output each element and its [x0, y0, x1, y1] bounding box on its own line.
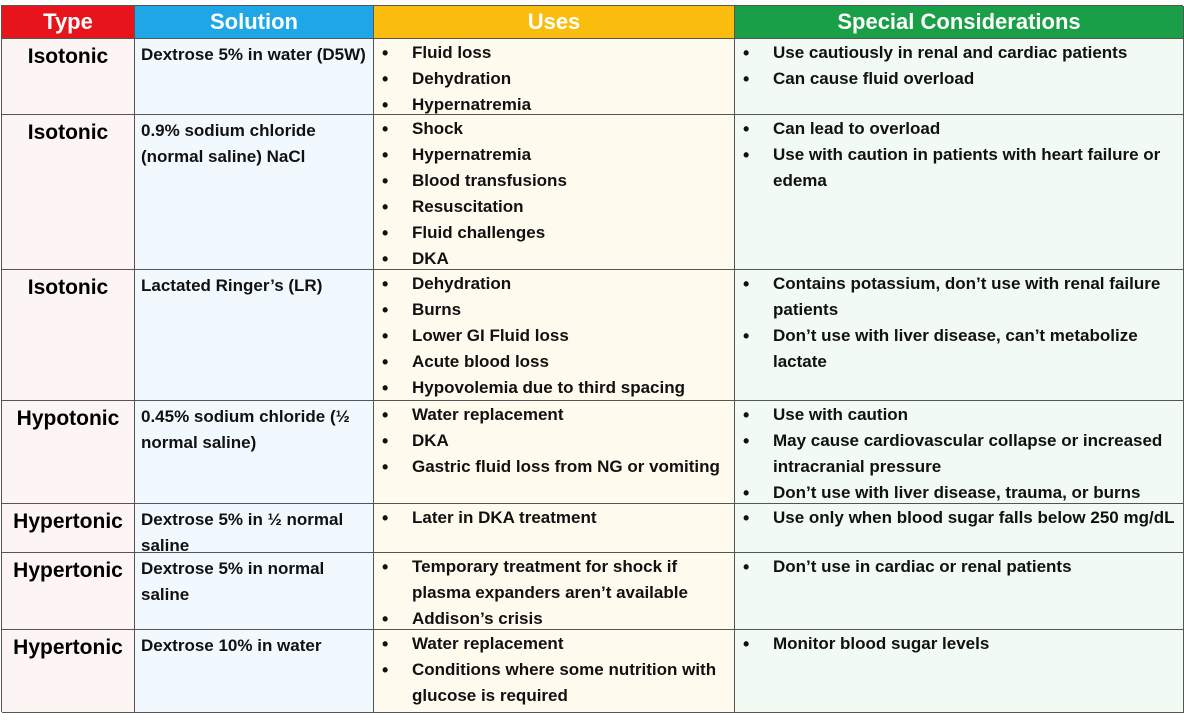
uses-item: • Lower GI Fluid loss [374, 323, 734, 349]
cell-considerations [735, 39, 1184, 115]
header-solution: Solution [135, 6, 374, 39]
considerations-item: • May cause cardiovascular collapse or increased intracranial pressure [735, 428, 1183, 480]
uses-item: • Water replacement [374, 631, 734, 657]
considerations-item: • Contains potassium, don’t use with renal failure patients [735, 271, 1183, 323]
cell-type: Hypertonic [2, 504, 135, 553]
uses-item: • Burns [374, 297, 734, 323]
cell-considerations [735, 630, 1184, 713]
considerations-list [735, 271, 1183, 375]
cell-type: Hypertonic [2, 630, 135, 713]
uses-item: • Temporary treatment for shock if plasma expanders aren’t available [374, 554, 734, 606]
cell-uses [374, 39, 735, 115]
cell-type: Hypotonic [2, 401, 135, 504]
uses-list [374, 116, 734, 270]
considerations-list [735, 554, 1183, 580]
uses-item: • Blood transfusions [374, 168, 734, 194]
cell-solution: Dextrose 5% in water (D5W) [135, 39, 374, 115]
cell-solution: Dextrose 5% in normal saline [135, 553, 374, 630]
uses-item: • Hypernatremia [374, 142, 734, 168]
cell-uses [374, 630, 735, 713]
uses-item: • Dehydration [374, 66, 734, 92]
cell-uses [374, 270, 735, 401]
considerations-item: • Use with caution [735, 402, 1183, 428]
considerations-item: • Don’t use in cardiac or renal patients [735, 554, 1183, 580]
uses-item: • Fluid loss [374, 40, 734, 66]
uses-list [374, 631, 734, 709]
uses-item: • Shock [374, 116, 734, 142]
considerations-list [735, 116, 1183, 194]
uses-item: • Hypernatremia [374, 92, 734, 115]
uses-list [374, 40, 734, 115]
cell-considerations [735, 504, 1184, 553]
considerations-item: • Can cause fluid overload [735, 66, 1183, 92]
considerations-item: • Use cautiously in renal and cardiac patients [735, 40, 1183, 66]
uses-item: • Dehydration [374, 271, 734, 297]
uses-list [374, 554, 734, 630]
considerations-list [735, 631, 1183, 657]
uses-list [374, 505, 734, 531]
cell-considerations [735, 115, 1184, 270]
considerations-list [735, 505, 1183, 531]
header-type: Type [2, 6, 135, 39]
cell-considerations [735, 270, 1184, 401]
cell-considerations [735, 401, 1184, 504]
considerations-item: • Monitor blood sugar levels [735, 631, 1183, 657]
cell-type: Isotonic [2, 39, 135, 115]
uses-item: • DKA [374, 428, 734, 454]
cell-type: Isotonic [2, 270, 135, 401]
cell-solution: Lactated Ringer’s (LR) [135, 270, 374, 401]
considerations-list [735, 40, 1183, 92]
uses-item: • Fluid challenges [374, 220, 734, 246]
cell-solution: 0.45% sodium chloride (½ normal saline) [135, 401, 374, 504]
uses-item: • Resuscitation [374, 194, 734, 220]
cell-uses [374, 401, 735, 504]
cell-uses [374, 115, 735, 270]
cell-type: Hypertonic [2, 553, 135, 630]
considerations-list [735, 402, 1183, 504]
cell-uses [374, 553, 735, 630]
cell-solution: Dextrose 10% in water [135, 630, 374, 713]
uses-item: • Conditions where some nutrition with glucose is required [374, 657, 734, 709]
uses-list [374, 402, 734, 480]
uses-item: • DKA [374, 246, 734, 270]
considerations-item: • Don’t use with liver disease, trauma, or burns [735, 480, 1183, 504]
considerations-item: • Can lead to overload [735, 116, 1183, 142]
uses-item: • Water replacement [374, 402, 734, 428]
uses-item: • Later in DKA treatment [374, 505, 734, 531]
cell-solution: Dextrose 5% in ½ normal saline [135, 504, 374, 553]
cell-uses [374, 504, 735, 553]
uses-list [374, 271, 734, 401]
uses-item: • Acute blood loss [374, 349, 734, 375]
cell-type: Isotonic [2, 115, 135, 270]
cell-solution: 0.9% sodium chloride (normal saline) NaCl [135, 115, 374, 270]
header-uses: Uses [374, 6, 735, 39]
considerations-item: • Use only when blood sugar falls below 250 mg/dL [735, 505, 1183, 531]
uses-item: • Hypovolemia due to third spacing [374, 375, 734, 401]
uses-item: • Addison’s crisis [374, 606, 734, 630]
cell-considerations [735, 553, 1184, 630]
considerations-item: • Don’t use with liver disease, can’t metabolize lactate [735, 323, 1183, 375]
iv-fluids-table [1, 5, 1183, 712]
header-special-considerations: Special Considerations [735, 6, 1184, 39]
uses-item: • Gastric fluid loss from NG or vomiting [374, 454, 734, 480]
considerations-item: • Use with caution in patients with heart failure or edema [735, 142, 1183, 194]
